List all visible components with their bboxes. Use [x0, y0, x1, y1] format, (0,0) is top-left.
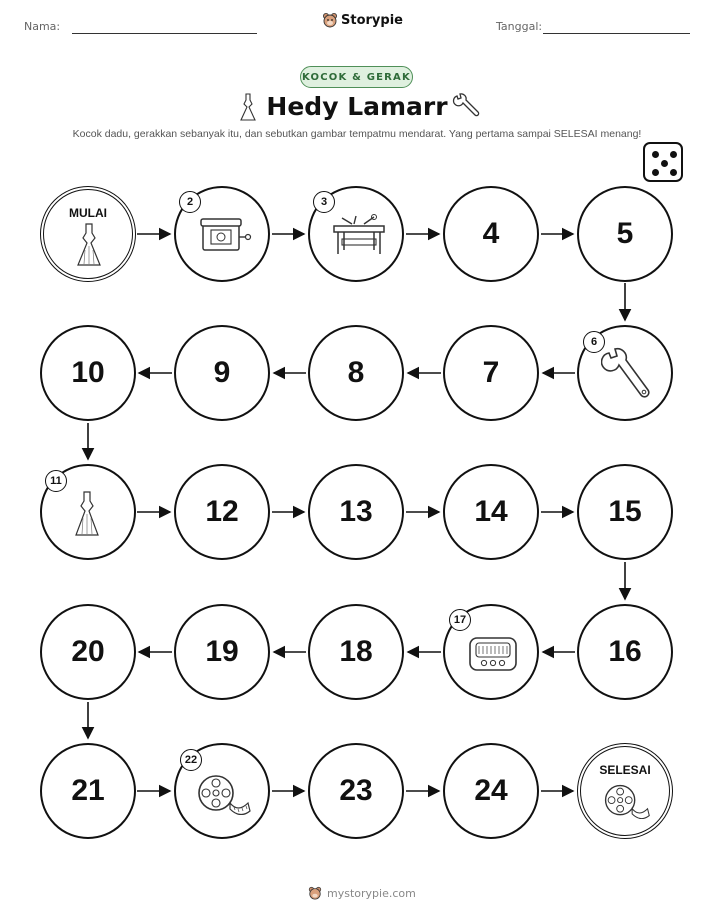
- gown-icon: [76, 222, 102, 268]
- space-number-badge: 11: [45, 470, 67, 492]
- page-title: Hedy Lamarr: [266, 92, 448, 121]
- space-number: 4: [482, 217, 500, 250]
- film-reel-icon: [196, 773, 252, 815]
- space-19: [174, 604, 270, 700]
- space-number: 19: [205, 635, 239, 668]
- music-box-icon: [198, 214, 252, 254]
- space-13: [308, 464, 404, 560]
- space-number-badge: 3: [313, 191, 335, 213]
- space-number: 12: [205, 495, 239, 528]
- space-number: 20: [71, 635, 105, 668]
- space-7: [443, 325, 539, 421]
- space-number: 8: [347, 356, 365, 389]
- space-12: [174, 464, 270, 560]
- space-10: [40, 325, 136, 421]
- space-number: 13: [339, 495, 373, 528]
- space-start: [40, 186, 136, 282]
- footer: [308, 886, 416, 900]
- space-number: 23: [339, 774, 373, 807]
- space-4: [443, 186, 539, 282]
- space-23: [308, 743, 404, 839]
- footer-url[interactable]: mystorypie.com: [327, 886, 416, 900]
- space-20: [40, 604, 136, 700]
- space-number-badge: 6: [583, 331, 605, 353]
- space-9: [174, 325, 270, 421]
- space-18: [308, 604, 404, 700]
- film-reel-icon: [603, 783, 651, 819]
- instructions: Kocok dadu, gerakkan sebanyak itu, dan sebutkan gambar tempatmu mendarat. Yang pertama sampai SELESAI menang!: [72, 128, 642, 140]
- space-number-badge: 2: [179, 191, 201, 213]
- space-number: 9: [213, 356, 231, 389]
- space-finish: [577, 743, 673, 839]
- finish-label: SELESAI: [599, 763, 651, 777]
- gown-icon: [74, 490, 100, 538]
- space-number: 16: [608, 635, 642, 668]
- space-21: [40, 743, 136, 839]
- space-8: [308, 325, 404, 421]
- space-14: [443, 464, 539, 560]
- space-number: 15: [608, 495, 642, 528]
- space-number: 14: [474, 495, 508, 528]
- space-16: [577, 604, 673, 700]
- space-number: 10: [71, 356, 105, 389]
- space-5: [577, 186, 673, 282]
- brand-name: Storypie: [341, 12, 403, 28]
- space-number: 7: [482, 356, 500, 389]
- activity-badge: KOCOK & GERAK: [300, 66, 413, 88]
- radio-icon: [467, 634, 519, 674]
- space-number-badge: 22: [180, 749, 202, 771]
- bear-mascot-icon: [308, 886, 322, 900]
- space-24: [443, 743, 539, 839]
- space-number: 5: [616, 217, 634, 250]
- space-number: 24: [474, 774, 508, 807]
- space-number: 21: [71, 774, 105, 807]
- start-label: MULAI: [69, 206, 107, 220]
- space-number: 18: [339, 635, 373, 668]
- space-15: [577, 464, 673, 560]
- space-number-badge: 17: [449, 609, 471, 631]
- workbench-icon: [330, 212, 388, 258]
- wrench-icon: [601, 347, 653, 403]
- date-label: Tanggal:: [496, 20, 543, 33]
- name-label: Nama:: [24, 20, 61, 33]
